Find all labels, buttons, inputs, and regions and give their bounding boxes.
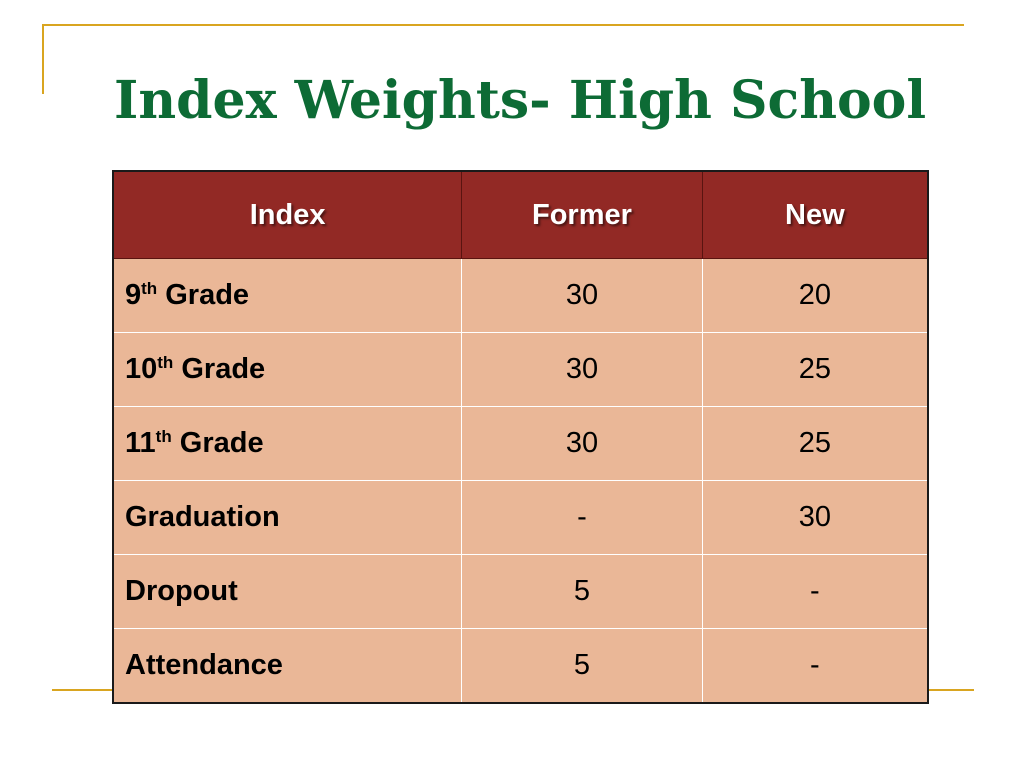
row-label-suffix: Grade bbox=[157, 279, 250, 311]
table-row bbox=[113, 629, 928, 704]
row-label-suffix: Grade bbox=[171, 427, 264, 459]
row-label bbox=[113, 333, 462, 407]
table-row bbox=[113, 555, 928, 629]
former-value: 30 bbox=[462, 333, 702, 407]
row-label-text: Dropout bbox=[125, 575, 238, 607]
row-label-suffix: Grade bbox=[173, 353, 266, 385]
table-row bbox=[113, 333, 928, 407]
top-vertical-rule bbox=[42, 24, 44, 94]
row-label-superscript: th bbox=[141, 279, 158, 298]
row-label bbox=[113, 259, 462, 333]
header-row bbox=[113, 171, 928, 259]
row-label bbox=[113, 407, 462, 481]
header-new: New bbox=[702, 171, 928, 259]
slide-title: Index Weights- High School bbox=[114, 70, 927, 131]
row-label-text: 10 bbox=[125, 353, 158, 385]
new-value: 30 bbox=[702, 481, 928, 555]
former-value: 30 bbox=[462, 259, 702, 333]
row-label-superscript: th bbox=[157, 353, 174, 372]
former-value: 30 bbox=[462, 407, 702, 481]
table-header bbox=[113, 171, 928, 259]
header-index: Index bbox=[113, 171, 462, 259]
row-label bbox=[113, 555, 462, 629]
row-label bbox=[113, 481, 462, 555]
table-body bbox=[113, 259, 928, 704]
new-value: 20 bbox=[702, 259, 928, 333]
row-label-text: 11 bbox=[125, 427, 156, 459]
row-label bbox=[113, 629, 462, 704]
new-value: 25 bbox=[702, 407, 928, 481]
index-weights-table bbox=[112, 170, 929, 704]
table-row bbox=[113, 259, 928, 333]
header-former: Former bbox=[462, 171, 702, 259]
row-label-text: Attendance bbox=[125, 649, 283, 681]
table-row bbox=[113, 481, 928, 555]
table-row bbox=[113, 407, 928, 481]
former-value: 5 bbox=[462, 555, 702, 629]
row-label-text: Graduation bbox=[125, 501, 280, 533]
new-value: - bbox=[702, 555, 928, 629]
former-value: - bbox=[462, 481, 702, 555]
row-label-text: 9 bbox=[125, 279, 142, 311]
new-value: - bbox=[702, 629, 928, 704]
row-label-superscript: th bbox=[155, 427, 172, 446]
top-horizontal-rule bbox=[42, 24, 964, 26]
former-value: 5 bbox=[462, 629, 702, 704]
new-value: 25 bbox=[702, 333, 928, 407]
